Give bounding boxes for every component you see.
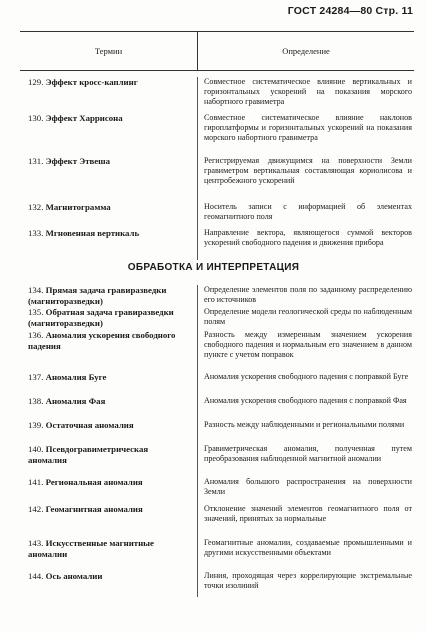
term-entry bbox=[20, 77, 414, 113]
entry-definition: Совместное систематическое влияние вертикальных и горизонтальных ускорений на показания морского набортного гравиметра bbox=[197, 77, 414, 113]
term-entry bbox=[20, 504, 414, 538]
entry-term: Магнитограмма bbox=[45, 202, 111, 212]
entry-term: Ось аномалии bbox=[45, 571, 103, 581]
entry-number: 134. bbox=[28, 285, 44, 295]
entries-bottom bbox=[20, 285, 414, 597]
entry-number: 136. bbox=[28, 330, 44, 340]
entry-term: Аномалия ускорения свободного падения bbox=[28, 330, 176, 351]
page-header: ГОСТ 24284—80 Стр. 11 bbox=[287, 5, 413, 17]
entry-definition: Гравиметрическая аномалия, полученная путем преобразования наблюденной магнитной аномалии bbox=[197, 444, 414, 477]
entry-term: Эффект Этвеша bbox=[45, 156, 111, 166]
term-entry bbox=[20, 307, 414, 330]
term-entry bbox=[20, 420, 414, 444]
entry-term: Аномалия Буге bbox=[45, 372, 107, 382]
term-entry bbox=[20, 444, 414, 477]
entry-definition: Совместное систематическое влияние наклонов гироплатформы и горизонтальных ускорений на показания морского набортного гравиметра bbox=[197, 113, 414, 156]
entry-definition: Разность между наблюденными и региональными полями bbox=[197, 420, 414, 444]
entry-number: 144. bbox=[28, 571, 44, 581]
term-entry bbox=[20, 396, 414, 420]
entry-term: Региональная аномалия bbox=[45, 477, 143, 487]
entry-term: Остаточная аномалия bbox=[45, 420, 134, 430]
entry-number: 143. bbox=[28, 538, 44, 548]
entry-term: Обратная задача гравиразведки (магниторазведки) bbox=[28, 307, 174, 328]
entry-term: Аномалия Фая bbox=[45, 396, 106, 406]
entry-number: 141. bbox=[28, 477, 44, 487]
entry-number: 138. bbox=[28, 396, 44, 406]
entry-definition: Носитель записи с информацией об элементах геомагнитного поля bbox=[197, 202, 414, 228]
entry-number: 135. bbox=[28, 307, 44, 317]
term-entry bbox=[20, 113, 414, 156]
entry-term: Эффект Харрисона bbox=[45, 113, 123, 123]
section-title: ОБРАБОТКА И ИНТЕРПРЕТАЦИЯ bbox=[127, 262, 300, 273]
entry-number: 132. bbox=[28, 202, 44, 212]
entry-definition: Разность между измеренным значением ускорения свободного падения и нормальным его значением в данном пункте с учетом поправок bbox=[197, 330, 414, 372]
term-entry bbox=[20, 228, 414, 260]
term-entry bbox=[20, 156, 414, 202]
entries-top bbox=[20, 77, 414, 260]
entry-definition: Регистрируемая движущимся на поверхности Земли гравиметром вертикальная составляющая кориолисова и центробежного ускорений bbox=[197, 156, 414, 202]
entry-definition: Аномалия ускорения свободного падения с поправкой Фая bbox=[197, 396, 414, 420]
entry-definition: Линия, проходящая через коррелирующие экстремальные точки изолиний bbox=[197, 571, 414, 597]
entry-number: 133. bbox=[28, 228, 44, 238]
entry-number: 139. bbox=[28, 420, 44, 430]
entry-term: Геомагнитная аномалия bbox=[45, 504, 143, 514]
term-entry bbox=[20, 477, 414, 504]
entry-number: 130. bbox=[28, 113, 44, 123]
entry-number: 142. bbox=[28, 504, 44, 514]
term-entry bbox=[20, 285, 414, 307]
term-entry bbox=[20, 202, 414, 228]
entry-definition: Аномалия большого распространения на поверхности Земли bbox=[197, 477, 414, 504]
entry-definition: Аномалия ускорения свободного падения с поправкой Буге bbox=[197, 372, 414, 396]
entry-definition: Определение модели геологической среды по наблюденным полям bbox=[197, 307, 414, 330]
entry-definition: Отклонение значений элементов геомагнитного поля от значений, принятых за нормальные bbox=[197, 504, 414, 538]
entry-term: Мгновенная вертикаль bbox=[45, 228, 140, 238]
entry-definition: Геомагнитные аномалии, создаваемые промышленными и другими искусственными объектами bbox=[197, 538, 414, 571]
entry-number: 137. bbox=[28, 372, 44, 382]
term-column-header: Термин bbox=[20, 32, 198, 70]
entry-definition: Определение элементов поля по заданному распределению его источников bbox=[197, 285, 414, 307]
entry-term: Искусственные магнитные аномалии bbox=[28, 538, 154, 559]
entry-number: 131. bbox=[28, 156, 44, 166]
definition-column-header: Определение bbox=[282, 46, 330, 56]
term-entry bbox=[20, 372, 414, 396]
term-entry bbox=[20, 571, 414, 597]
table-header bbox=[20, 31, 414, 71]
term-entry bbox=[20, 330, 414, 372]
entry-number: 129. bbox=[28, 77, 44, 87]
entry-term: Прямая задача гравиразведки (магниторазведки) bbox=[28, 285, 167, 306]
entry-term: Эффект кросс-каплинг bbox=[45, 77, 138, 87]
entry-definition: Направление вектора, являющегося суммой векторов ускорений свободного падения и движения прибора bbox=[197, 228, 414, 260]
entry-term: Псевдогравиметрическая аномалия bbox=[28, 444, 149, 465]
entry-number: 140. bbox=[28, 444, 44, 454]
term-entry bbox=[20, 538, 414, 571]
